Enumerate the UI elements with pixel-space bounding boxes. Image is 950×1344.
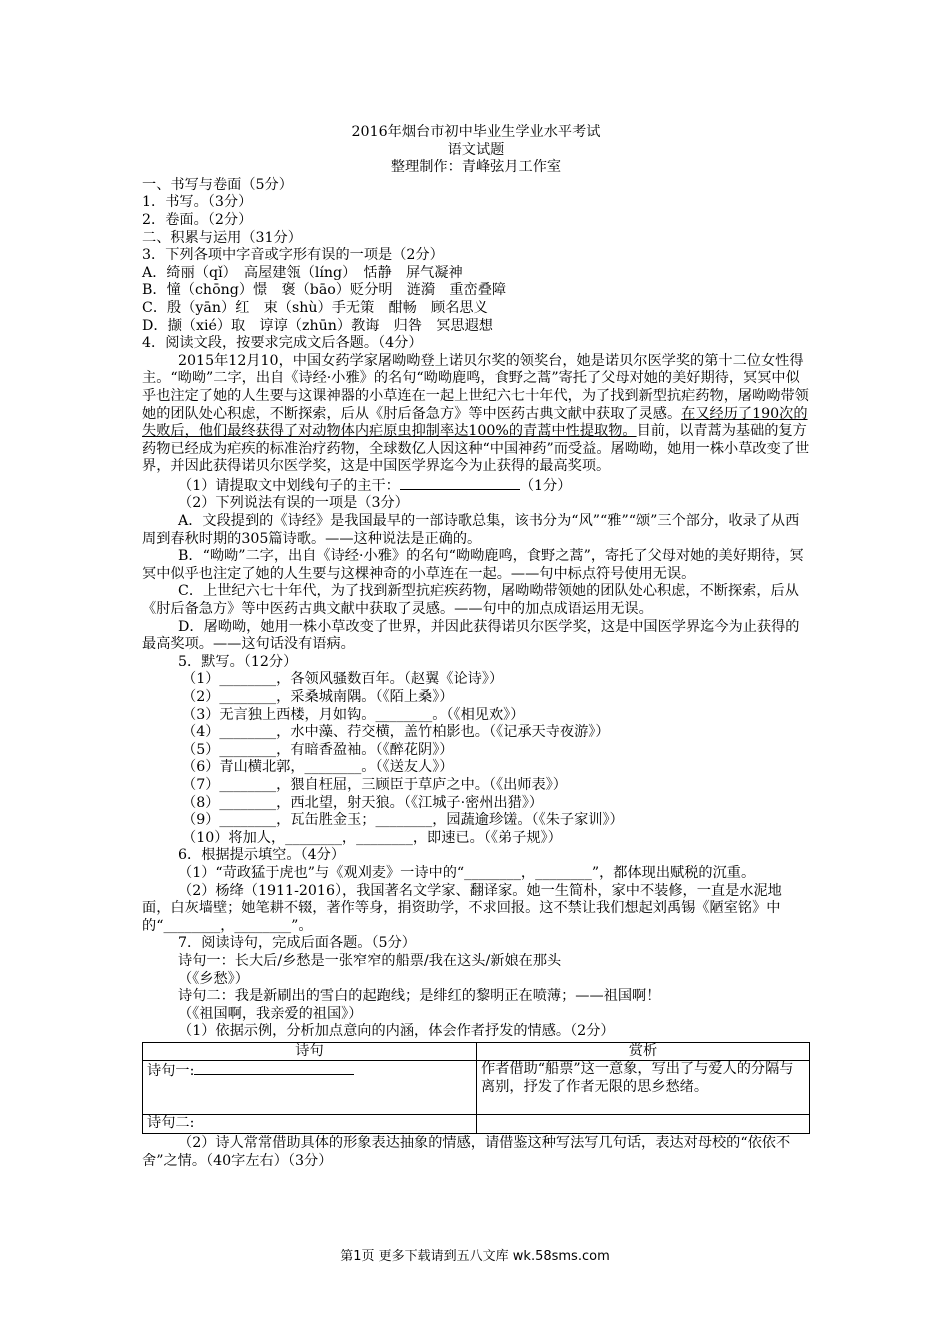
- question-1: 1．书写。（3分）: [142, 194, 253, 211]
- question-7-1: （1）依据示例，分析加点意向的内涵，体会作者抒发的情感。（2分）: [178, 1023, 615, 1040]
- question-4-1: （1）请提取文中划线句子的主干： （1分）: [178, 477, 572, 494]
- table-row: [143, 1115, 810, 1134]
- question-4-2-option-c: C．上世纪六七十年代，为了找到新型抗疟疾药物，屠呦呦带领她的团队处心积虑，不断探索，后从《肘后备急方》等中医药古典文献中获取了灵感。——句中的加点成语运用无误。: [142, 583, 799, 618]
- page-footer: 第1页 更多下载请到五八文库 wk.58sms.com: [340, 1249, 610, 1264]
- question-6-1: （1）“苛政猛于虎也”与《观刈麦》一诗中的“________，________”，都体现出赋税的沉重。: [178, 864, 756, 881]
- table-cell-analysis-2[interactable]: [477, 1115, 810, 1134]
- section-2-heading: 二、积累与运用（31分）: [142, 229, 302, 246]
- passage-underlined-sentence: 在又经历了190次的失败后，他们最终获得了对动物体内疟原虫抑制率达100%的青蒿中性提取物。: [142, 405, 808, 440]
- question-6-2: （2）杨绛（1911-2016），我国著名文学家、翻译家。她一生简朴，家中不装修，一直是水泥地面，白灰墙壁；她笔耕不辍，著作等身，捐资助学，不求回报。这不禁让我们想起刘禹锡《陋室铭》中的“________，________”。: [142, 882, 782, 934]
- exam-subtitle: 语文试题: [447, 141, 505, 158]
- answer-blank[interactable]: [400, 476, 520, 490]
- answer-blank[interactable]: [194, 1061, 354, 1075]
- exam-title: 2016年烟台市初中毕业生学业水平考试: [351, 124, 601, 140]
- passage-text-start: 2015年12月10，中国女药学家屠呦呦登上诺贝尔奖的领奖台，她是诺贝尔医学奖的第十二位女性得主。“呦呦”二字，出自《诗经·小雅》的名句“呦呦鹿鸣，食野之蒿”寄托了父母对她的美好期待，冥冥中似乎也注定了她的人生要与这课神器的小草连在一起上世纪六七十年代，为了找到新型抗疟药物，屠呦呦带领她的团队处心积虑，不断探索，后从《肘后备急方》等中医药古典文献中获取了灵感。: [142, 352, 809, 422]
- poem-2: 诗句二：我是新刷出的雪白的起跑线；是绯红的黎明正在喷薄；——祖国啊！: [178, 988, 661, 1005]
- question-5: 5．默写。（12分）: [178, 653, 298, 670]
- question-3-option-c: C．殷（yān）红 束（shù）手无策 酣畅 顾名思义: [142, 299, 488, 316]
- question-5-5: （5）________，有暗香盈袖。（《醉花阴》）: [182, 741, 454, 758]
- question-4-2-option-a: A．文段提到的《诗经》是我国最早的一部诗歌总集，该书分为“风”“雅”“颂”三个部分，收录了从西周到春秋时期的305篇诗歌。——这种说法是正确的。: [142, 513, 800, 547]
- analysis-table: [142, 1042, 810, 1134]
- question-5-3: （3）无言独上西楼，月如钩。________。（《相见欢》）: [182, 706, 525, 723]
- question-5-8: （8）________，西北望，射天狼。（《江城子·密州出猎》）: [182, 794, 544, 811]
- table-header-analysis: 赏析: [477, 1042, 810, 1061]
- question-5-1: （1）________，各领风骚数百年。（赵翼《论诗》）: [182, 671, 504, 688]
- question-5-10: （10）将加人，________，________，即速已。（《弟子规》）: [182, 829, 562, 846]
- table-header-row: [143, 1042, 810, 1061]
- question-5-4: （4）________，水中藻、荇交横，盖竹柏影也。（《记承天寺夜游》）: [182, 724, 610, 741]
- question-2: 2．卷面。（2分）: [142, 211, 253, 228]
- section-1-heading: 一、书写与卷面（5分）: [142, 176, 293, 193]
- question-4: 4．阅读文段，按要求完成文后各题。（4分）: [142, 335, 423, 352]
- question-6: 6．根据提示填空。（4分）: [178, 847, 346, 864]
- question-7-2: （2）诗人常常借助具体的形象表达抽象的情感，请借鉴这种写法写几句话，表达对母校的“依依不舍”之情。（40字左右）（3分）: [142, 1135, 791, 1169]
- question-3: 3．下列各项中字音或字形有误的一项是（2分）: [142, 247, 444, 264]
- exam-page: [142, 124, 810, 1170]
- question-5-9: （9）________，瓦缶胜金玉；________，园蔬逾珍馐。（《朱子家训》）: [182, 812, 624, 829]
- table-cell-poem-1: 诗句一:: [143, 1061, 477, 1115]
- table-cell-analysis-1: 作者借助“船票”这一意象，写出了与爱人的分隔与离别，抒发了作者无限的思乡愁绪。: [477, 1061, 810, 1115]
- question-7: 7．阅读诗句，完成后面各题。（5分）: [178, 935, 416, 952]
- poem-1-source: （《乡愁》）: [178, 970, 249, 987]
- question-3-option-b: B．憧（chōng）憬 褒（bāo）贬分明 涟漪 重峦叠障: [142, 282, 507, 299]
- exam-maker: 整理制作：青峰弦月工作室: [390, 159, 562, 176]
- question-5-6: （6）青山横北郭，________。（《送友人》）: [182, 759, 454, 776]
- poem-2-source: （《祖国啊，我亲爱的祖国》）: [178, 1005, 363, 1022]
- question-4-2: （2）下列说法有误的一项是（3分）: [178, 495, 409, 512]
- question-3-option-d: D．撷（xié）取 谆谆（zhūn）教诲 归咎 冥思遐想: [142, 317, 493, 334]
- question-4-2-option-d: D．屠呦呦，她用一株小草改变了世界，并因此获得诺贝尔医学奖，这是中国医学界迄今为止获得的最高奖项。——这句话没有语病。: [142, 618, 800, 653]
- poem-1: 诗句一：长大后/乡愁是一张窄窄的船票/我在这头/新娘在那头: [178, 952, 562, 969]
- question-5-2: （2）________，采桑城南隅。（《陌上桑》）: [182, 689, 454, 705]
- question-4-2-option-b: B．“呦呦”二字，出自《诗经·小雅》的名句“呦呦鹿鸣，食野之蒿”，寄托了父母对她的美好期待，冥冥中似乎也注定了她的人生要与这棵神奇的小草连在一起。——句中标点符号使用无误。: [142, 548, 804, 582]
- passage-text-end: 目前，以青蒿为基础的复方药物已经成为疟疾的标准治疗药物，全球数亿人因这种“中国神药”而受益。屠呦呦，她用一株小草改变了世界，并因此获得诺贝尔医学奖，这是中国医学界迄今为止获得的最高奖项。: [142, 423, 810, 475]
- table-cell-poem-2: 诗句二:: [143, 1115, 477, 1134]
- question-4-passage: [142, 353, 810, 476]
- table-header-poem: 诗句: [143, 1042, 477, 1061]
- question-3-option-a: A．绮丽（qǐ） 高屋建瓴（líng） 恬静 屏气凝神: [142, 264, 463, 281]
- question-5-7: （7）________，猥自枉屈，三顾臣于草庐之中。（《出师表》）: [182, 776, 567, 793]
- table-row: [143, 1061, 810, 1115]
